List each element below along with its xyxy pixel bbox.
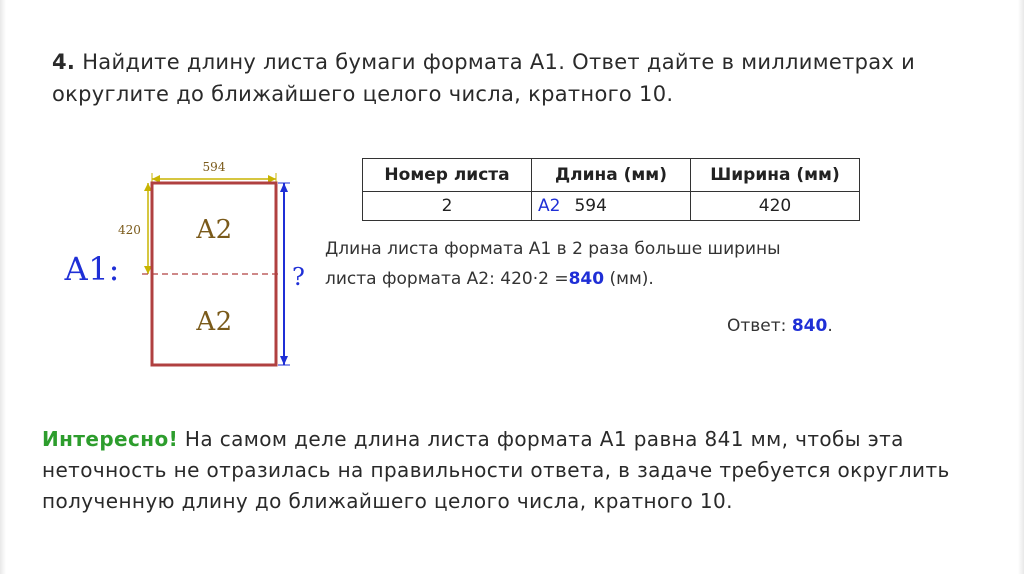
note-highlight: Интересно! [42, 427, 179, 451]
top-half-label: А2 [195, 215, 233, 245]
length-value: 594 [574, 196, 607, 216]
task-statement [52, 46, 992, 110]
length-arrow-top [280, 183, 288, 192]
table-row [363, 192, 860, 221]
answer-suffix: . [827, 316, 833, 336]
answer-label: Ответ: [727, 316, 787, 336]
explanation-line-1: Длина листа формата А1 в 2 раза больше ширины [325, 239, 781, 259]
table-cell-number: 2 [363, 192, 532, 221]
explanation-line-2 [325, 264, 885, 294]
question-mark: ? [292, 263, 305, 291]
width-label: 594 [202, 160, 226, 174]
interesting-note [42, 424, 992, 517]
explanation-line-2-text: листа формата А2: 420·2 = [325, 269, 569, 289]
slide-left-edge [0, 0, 6, 574]
height-label: 420 [118, 223, 141, 237]
note-text: На самом деле длина листа формата А1 равна 841 мм, чтобы эта неточность не отразилась на правильности ответа, в задаче требуется округлить полученную длину до ближайшего целого числа, кратного 10. [42, 427, 950, 513]
format-table [362, 158, 860, 221]
task-text: Найдите длину листа бумаги формата А1. Ответ дайте в миллиметрах и округлите до ближайшего целого числа, кратного 10. [52, 50, 916, 106]
table-header-row [363, 159, 860, 192]
answer [727, 316, 833, 336]
task-number: 4. [52, 50, 76, 74]
table-cell-width: 420 [691, 192, 860, 221]
table-cell-length [532, 192, 691, 221]
bottom-half-label: А2 [195, 307, 233, 337]
table-header-cell: Ширина (мм) [691, 159, 860, 192]
length-arrow-bottom [280, 356, 288, 365]
answer-value: 840 [791, 316, 828, 336]
explanation [325, 234, 885, 294]
table-header-cell: Номер листа [363, 159, 532, 192]
slide-right-edge [1018, 0, 1024, 574]
format-tag: А2 [538, 196, 561, 216]
table-header-cell: Длина (мм) [532, 159, 691, 192]
explanation-unit: (мм). [609, 269, 654, 289]
explanation-result: 840 [568, 269, 605, 289]
a1-label: А1: [64, 250, 120, 288]
